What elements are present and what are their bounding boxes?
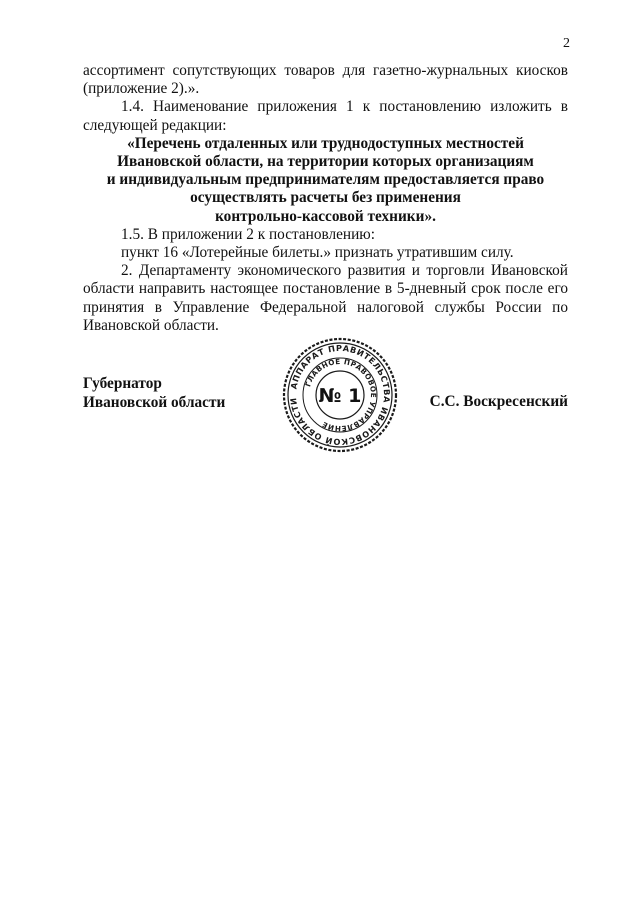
paragraph: 2. Департаменту экономического развития и торговли Ивановской области направить настоящее постановление в 5-дневный срок после его принятия в Управление Федеральной налоговой службы России по Ивановской области. (83, 262, 568, 334)
heading-line: «Перечень отдаленных или труднодоступных местностей (127, 134, 524, 152)
paragraph: 1.5. В приложении 2 к постановлению: (121, 225, 375, 243)
svg-text:АППАРАТ ПРАВИТЕЛЬСТВА ИВАНОВСК: АППАРАТ ПРАВИТЕЛЬСТВА ИВАНОВСКОЙ ОБЛАСТИ (287, 342, 393, 448)
paragraph: пункт 16 «Лотерейные билеты.» признать утратившим силу. (121, 244, 514, 262)
page-number: 2 (563, 36, 570, 51)
svg-text:№ 1: № 1 (318, 385, 362, 407)
paragraph: 1.4. Наименование приложения 1 к постановлению изложить в следующей редакции: (83, 98, 568, 134)
heading-line: Ивановской области, на территории которых организациям (117, 153, 534, 171)
appendix-title (83, 135, 568, 226)
heading-line: и индивидуальным предпринимателям предоставляется право (106, 171, 545, 189)
paragraph: ассортимент сопутствующих товаров для газетно-журнальных киосков (приложение 2).». (83, 62, 568, 98)
signatory-title-line: Ивановской области (83, 393, 226, 411)
official-seal (282, 337, 398, 453)
svg-text:ГЛАВНОЕ ПРАВОВОЕ УПРАВЛЕНИЕ: ГЛАВНОЕ ПРАВОВОЕ УПРАВЛЕНИЕ (303, 356, 379, 434)
document-body (83, 62, 568, 335)
heading-line: контрольно-кассовой техники». (215, 207, 436, 225)
signatory-title (83, 375, 225, 412)
seal-stamp-icon (282, 337, 398, 453)
heading-line: осуществлять расчеты без применения (190, 189, 461, 207)
signatory-title-line: Губернатор (83, 375, 162, 392)
signatory-name: С.С. Воскресенский (429, 393, 568, 410)
